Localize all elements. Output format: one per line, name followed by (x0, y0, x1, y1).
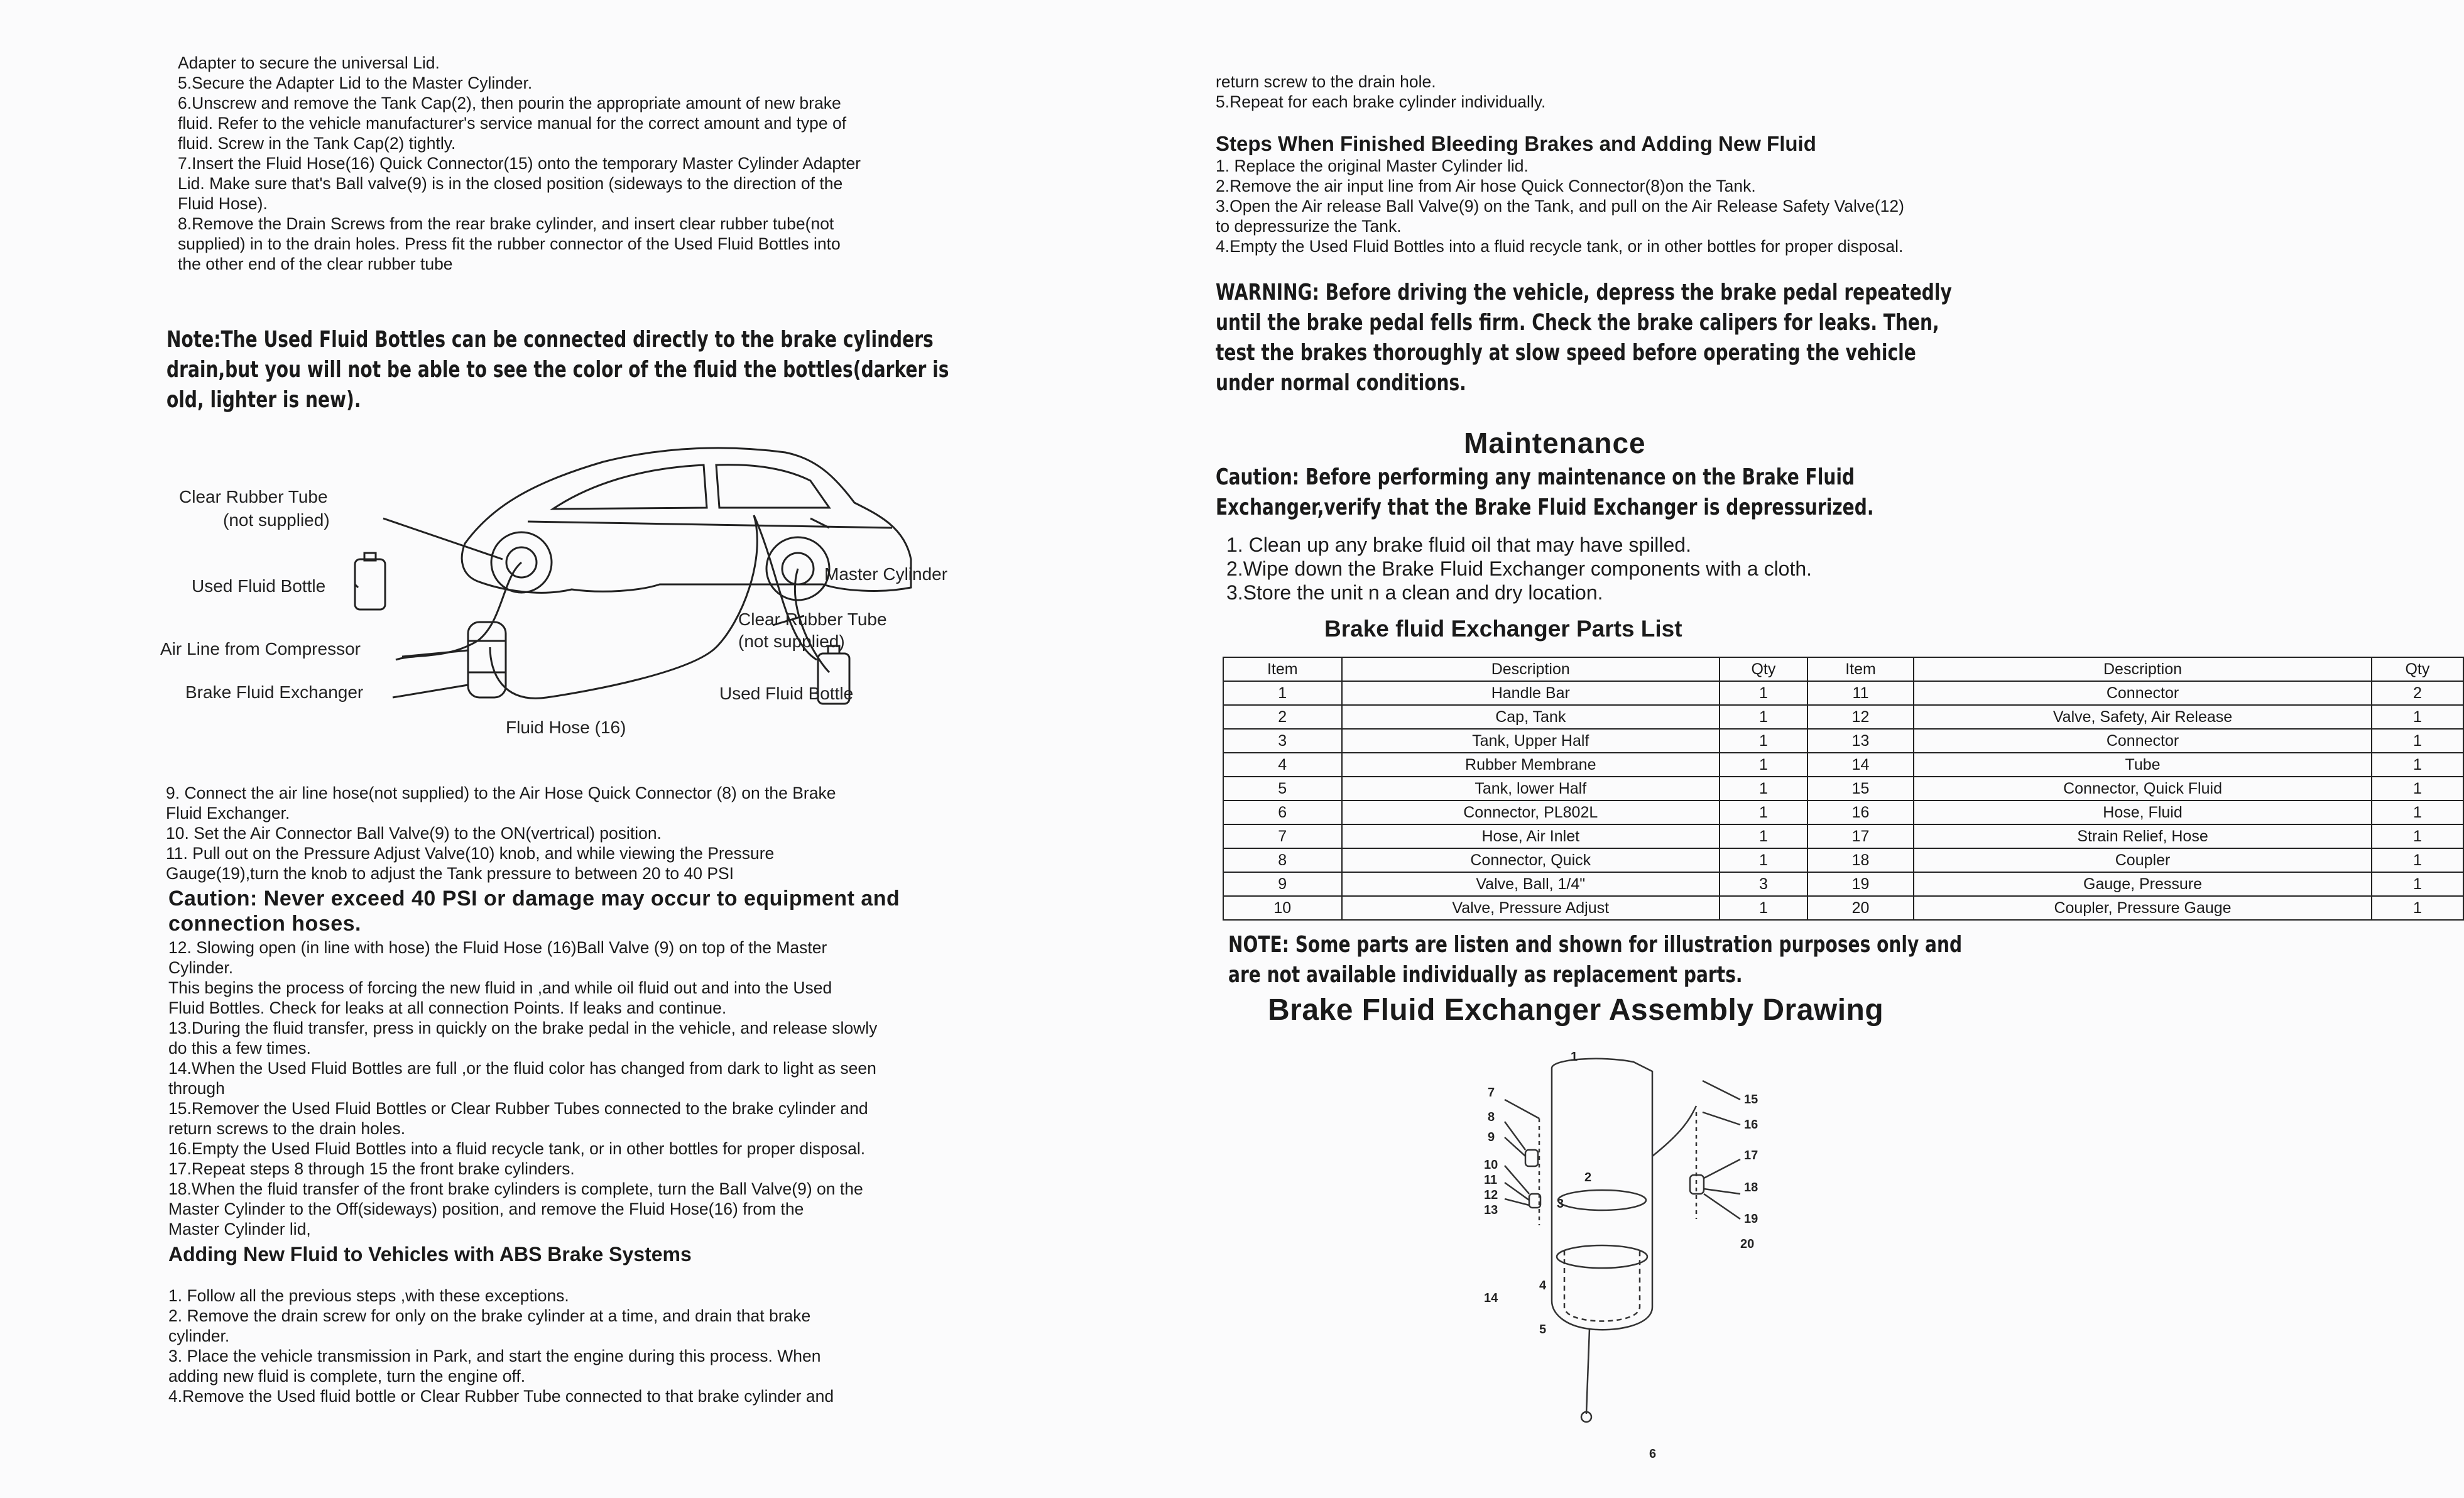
table-cell: 17 (1807, 824, 1914, 848)
table-row (1223, 872, 2463, 896)
warning-line: under normal conditions. (1216, 370, 1466, 396)
table-cell: 1 (2372, 729, 2463, 753)
steps-heading: Steps When Finished Bleeding Brakes and Adding New Fluid (1216, 132, 1816, 155)
table-cell: Valve, Pressure Adjust (1342, 896, 1720, 920)
text-line: Fluid Bottles. Check for leaks at all connection Points. If leaks and continue. (168, 998, 727, 1017)
table-cell: 5 (1223, 777, 1342, 801)
text-line: 8.Remove the Drain Screws from the rear brake cylinder, and insert clear rubber tube(not (178, 214, 834, 233)
part-number: 16 (1744, 1118, 1758, 1132)
table-cell: 1 (1720, 681, 1807, 705)
part-number: 17 (1744, 1149, 1758, 1162)
table-cell: Hose, Air Inlet (1342, 824, 1720, 848)
text-line: return screws to the drain holes. (168, 1119, 406, 1138)
table-cell: Valve, Ball, 1/4" (1342, 872, 1720, 896)
text-line: 2.Wipe down the Brake Fluid Exchanger components with a cloth. (1226, 557, 1813, 580)
text-line: 1. Follow all the previous steps ,with these exceptions. (168, 1286, 569, 1305)
part-number: 7 (1488, 1086, 1495, 1100)
caution-line: Exchanger,verify that the Brake Fluid Exchanger is depressurized. (1216, 495, 1874, 520)
header-cell: Item (1223, 657, 1342, 681)
table-cell: 18 (1807, 848, 1914, 872)
part-number: 10 (1484, 1158, 1498, 1172)
assembly-drawing (1445, 1043, 1797, 1470)
table-cell: Connector (1914, 729, 2372, 753)
part-number: 9 (1488, 1130, 1495, 1144)
table-cell: 2 (2372, 681, 2463, 705)
text-line: 15.Remover the Used Fluid Bottles or Clear Rubber Tubes connected to the brake cylinder and (168, 1099, 868, 1118)
part-number: 3 (1557, 1197, 1564, 1211)
text-line: to depressurize the Tank. (1216, 217, 1402, 236)
text-line: Fluid Exchanger. (166, 804, 290, 823)
table-cell: 8 (1223, 848, 1342, 872)
table-cell: 1 (2372, 705, 2463, 729)
table-row (1223, 777, 2463, 801)
table-cell: Rubber Membrane (1342, 753, 1720, 777)
table-cell: Connector (1914, 681, 2372, 705)
left-top-instructions (178, 53, 1013, 274)
text-line: Adapter to secure the universal Lid. (178, 53, 440, 72)
table-cell: 1 (1720, 705, 1807, 729)
brake-bleeding-diagram (151, 434, 993, 760)
text-line: 3.Store the unit n a clean and dry location. (1226, 581, 1603, 604)
table-header-row (1223, 657, 2463, 681)
note-line: Note:The Used Fluid Bottles can be connected directly to the brake cylinders (166, 327, 934, 353)
table-cell: Strain Relief, Hose (1914, 824, 2372, 848)
assembly-drawing-title: Brake Fluid Exchanger Assembly Drawing (1268, 993, 1884, 1027)
table-cell: 3 (1720, 872, 1807, 896)
text-line: 10. Set the Air Connector Ball Valve(9) to the ON(vertrical) position. (166, 824, 662, 843)
text-line: Lid. Make sure that's Ball valve(9) is in the closed position (sideways to the direction of the (178, 174, 843, 193)
part-number: 15 (1744, 1093, 1758, 1107)
table-cell: 13 (1807, 729, 1914, 753)
table-cell: Gauge, Pressure (1914, 872, 2372, 896)
pressure-caution (168, 886, 1004, 936)
table-cell: 1 (1720, 801, 1807, 824)
text-line: 3. Place the vehicle transmission in Park, and start the engine during this process. When (168, 1347, 821, 1365)
parts-table (1223, 657, 2464, 921)
part-number: 8 (1488, 1110, 1495, 1124)
table-cell: 15 (1807, 777, 1914, 801)
text-line: fluid. Refer to the vehicle manufacturer's service manual for the correct amount and type of (178, 114, 847, 133)
table-cell: Connector, Quick Fluid (1914, 777, 2372, 801)
part-number: 18 (1744, 1181, 1758, 1195)
table-cell: 1 (1223, 681, 1342, 705)
text-line: Master Cylinder lid, (168, 1220, 311, 1238)
text-line: adding new fluid is complete, turn the engine off. (168, 1367, 526, 1386)
text-line: 18.When the fluid transfer of the front brake cylinders is complete, turn the Ball Valve(9) on the (168, 1179, 863, 1198)
label-exchanger: Brake Fluid Exchanger (185, 682, 364, 702)
table-row (1223, 801, 2463, 824)
part-number: 14 (1484, 1291, 1498, 1305)
text-line: cylinder. (168, 1326, 230, 1345)
text-line: 2.Remove the air input line from Air hose Quick Connector(8)on the Tank. (1216, 177, 1756, 195)
table-cell: Handle Bar (1342, 681, 1720, 705)
text-line: return screw to the drain hole. (1216, 72, 1436, 91)
warning-line: test the brakes thoroughly at slow speed before operating the vehicle (1216, 340, 1916, 366)
table-cell: Cap, Tank (1342, 705, 1720, 729)
header-cell: Qty (2372, 657, 2463, 681)
note-line: are not available individually as replacement parts. (1228, 962, 1743, 988)
text-line: Fluid Hose). (178, 194, 268, 213)
label-clear-tube-1b: (not supplied) (223, 510, 330, 530)
maintenance-title: Maintenance (1464, 427, 1646, 459)
table-cell: 4 (1223, 753, 1342, 777)
text-line: through (168, 1079, 225, 1098)
text-line: 5.Secure the Adapter Lid to the Master Cylinder. (178, 74, 533, 92)
table-cell: 14 (1807, 753, 1914, 777)
driving-warning (1216, 278, 2147, 398)
text-line: 4.Empty the Used Fluid Bottles into a fluid recycle tank, or in other bottles for proper disposal. (1216, 237, 1904, 256)
warning-line: until the brake pedal fells firm. Check the brake calipers for leaks. Then, (1216, 310, 1939, 336)
table-cell: 16 (1807, 801, 1914, 824)
table-cell: 1 (2372, 777, 2463, 801)
brake-fluid-exchanger (468, 622, 506, 697)
text-line: 17.Repeat steps 8 through 15 the front brake cylinders. (168, 1159, 575, 1178)
note-line: old, lighter is new). (166, 387, 361, 413)
table-row (1223, 896, 2463, 920)
warning-line: WARNING: Before driving the vehicle, depress the brake pedal repeatedly (1216, 280, 1952, 305)
left-bottom-instructions (168, 938, 1010, 1239)
table-cell: 1 (1720, 729, 1807, 753)
table-cell: Coupler, Pressure Gauge (1914, 896, 2372, 920)
table-cell: Coupler (1914, 848, 2372, 872)
steps-instructions (1216, 156, 2051, 256)
text-line: 7.Insert the Fluid Hose(16) Quick Connector(15) onto the temporary Master Cylinder Adapter (178, 154, 861, 173)
table-cell: 1 (2372, 801, 2463, 824)
used-bottle-note (166, 325, 1098, 415)
table-cell: 1 (2372, 824, 2463, 848)
text-line: supplied) in to the drain holes. Press fit the rubber connector of the Used Fluid Bottles into (178, 234, 841, 253)
header-cell: Qty (1720, 657, 1807, 681)
label-master-cylinder: Master Cylinder (824, 564, 948, 584)
used-fluid-bottle-left (355, 559, 385, 610)
header-cell: Description (1342, 657, 1720, 681)
label-clear-tube-1a: Clear Rubber Tube (179, 487, 328, 506)
right-top-instructions (1216, 72, 2045, 112)
text-line: 6.Unscrew and remove the Tank Cap(2), then pourin the appropriate amount of new brake (178, 94, 841, 112)
note-line: NOTE: Some parts are listen and shown for illustration purposes only and (1228, 932, 1963, 958)
text-line: 12. Slowing open (in line with hose) the Fluid Hose (16)Ball Valve (9) on top of the Master (168, 938, 827, 957)
text-line: 2. Remove the drain screw for only on the brake cylinder at a time, and drain that brake (168, 1306, 811, 1325)
table-cell: 9 (1223, 872, 1342, 896)
text-line: 3.Open the Air release Ball Valve(9) on the Tank, and pull on the Air Release Safety Valve(12) (1216, 197, 1904, 216)
table-cell: Valve, Safety, Air Release (1914, 705, 2372, 729)
table-cell: 1 (2372, 753, 2463, 777)
table-cell: 1 (1720, 824, 1807, 848)
text-line: 4.Remove the Used fluid bottle or Clear Rubber Tube connected to that brake cylinder and (168, 1387, 834, 1406)
table-cell: Tank, lower Half (1342, 777, 1720, 801)
table-cell: 3 (1223, 729, 1342, 753)
table-row (1223, 681, 2463, 705)
table-cell: 1 (1720, 753, 1807, 777)
table-cell: Connector, Quick (1342, 848, 1720, 872)
parts-availability-note (1228, 930, 2159, 990)
text-line: 11. Pull out on the Pressure Adjust Valve(10) knob, and while viewing the Pressure (166, 844, 775, 863)
table-cell: Connector, PL802L (1342, 801, 1720, 824)
abs-heading: Adding New Fluid to Vehicles with ABS Brake Systems (168, 1243, 692, 1266)
table-cell: 10 (1223, 896, 1342, 920)
header-cell: Item (1807, 657, 1914, 681)
text-line: 5.Repeat for each brake cylinder individually. (1216, 92, 1546, 111)
caution-line: connection hoses. (168, 912, 361, 936)
table-cell: 1 (2372, 872, 2463, 896)
text-line: Gauge(19),turn the knob to adjust the Tank pressure to between 20 to 40 PSI (166, 864, 734, 883)
maintenance-steps (1226, 533, 2043, 604)
text-line: 16.Empty the Used Fluid Bottles into a fluid recycle tank, or in other bottles for proper disposal. (168, 1139, 866, 1158)
table-cell: 12 (1807, 705, 1914, 729)
table-cell: 1 (2372, 896, 2463, 920)
table-cell: 19 (1807, 872, 1914, 896)
part-number: 12 (1484, 1188, 1498, 1202)
label-fluid-hose: Fluid Hose (16) (506, 718, 626, 737)
table-cell: 2 (1223, 705, 1342, 729)
table-cell: 1 (1720, 777, 1807, 801)
label-used-bottle-2: Used Fluid Bottle (719, 684, 854, 703)
maintenance-caution (1216, 462, 2147, 523)
part-number: 13 (1484, 1203, 1498, 1217)
part-number: 4 (1539, 1279, 1547, 1293)
caution-line: Caution: Before performing any maintenance on the Brake Fluid (1216, 464, 1855, 490)
text-line: This begins the process of forcing the new fluid in ,and while oil fluid out and into the Used (168, 978, 832, 997)
part-number: 5 (1539, 1323, 1547, 1337)
table-row (1223, 705, 2463, 729)
table-cell: 20 (1807, 896, 1914, 920)
part-number: 20 (1740, 1237, 1755, 1251)
text-line: 1. Replace the original Master Cylinder lid. (1216, 156, 1529, 175)
text-line: 1. Clean up any brake fluid oil that may have spilled. (1226, 533, 1691, 556)
part-number: 2 (1584, 1171, 1592, 1184)
parts-list-title: Brake fluid Exchanger Parts List (1324, 616, 1682, 642)
table-row (1223, 753, 2463, 777)
note-line: drain,but you will not be able to see the color of the fluid the bottles(darker is (166, 357, 949, 383)
label-used-bottle-1: Used Fluid Bottle (192, 576, 326, 596)
text-line: 9. Connect the air line hose(not supplied) to the Air Hose Quick Connector (8) on the Brake (166, 784, 836, 802)
label-clear-tube-2b: (not supplied) (738, 631, 845, 651)
text-line: do this a few times. (168, 1039, 311, 1058)
table-cell: 7 (1223, 824, 1342, 848)
table-cell: 6 (1223, 801, 1342, 824)
table-cell: 1 (2372, 848, 2463, 872)
abs-instructions (168, 1286, 1010, 1406)
table-cell: 11 (1807, 681, 1914, 705)
car-windows (553, 465, 829, 509)
part-number: 11 (1484, 1173, 1498, 1187)
part-number: 1 (1571, 1050, 1578, 1064)
text-line: 13.During the fluid transfer, press in quickly on the brake pedal in the vehicle, and release slowly (168, 1019, 878, 1037)
header-cell: Description (1914, 657, 2372, 681)
text-line: Cylinder. (168, 958, 234, 977)
table-cell: Hose, Fluid (1914, 801, 2372, 824)
text-line: the other end of the clear rubber tube (178, 254, 453, 273)
text-line: 14.When the Used Fluid Bottles are full ,or the fluid color has changed from dark to light as seen (168, 1059, 876, 1078)
table-cell: Tank, Upper Half (1342, 729, 1720, 753)
text-line: fluid. Screw in the Tank Cap(2) tightly. (178, 134, 456, 153)
part-number: 6 (1649, 1447, 1657, 1461)
label-air-line: Air Line from Compressor (160, 639, 361, 659)
table-row (1223, 848, 2463, 872)
table-cell: Tube (1914, 753, 2372, 777)
table-cell: 1 (1720, 848, 1807, 872)
table-cell: 1 (1720, 896, 1807, 920)
left-mid-instructions (166, 783, 1001, 883)
label-clear-tube-2a: Clear Rubber Tube (738, 610, 887, 629)
table-row (1223, 729, 2463, 753)
table-row (1223, 824, 2463, 848)
part-number: 19 (1744, 1212, 1758, 1226)
caution-line: Caution: Never exceed 40 PSI or damage may occur to equipment and (168, 887, 900, 910)
text-line: Master Cylinder to the Off(sideways) position, and remove the Fluid Hose(16) from the (168, 1200, 804, 1218)
